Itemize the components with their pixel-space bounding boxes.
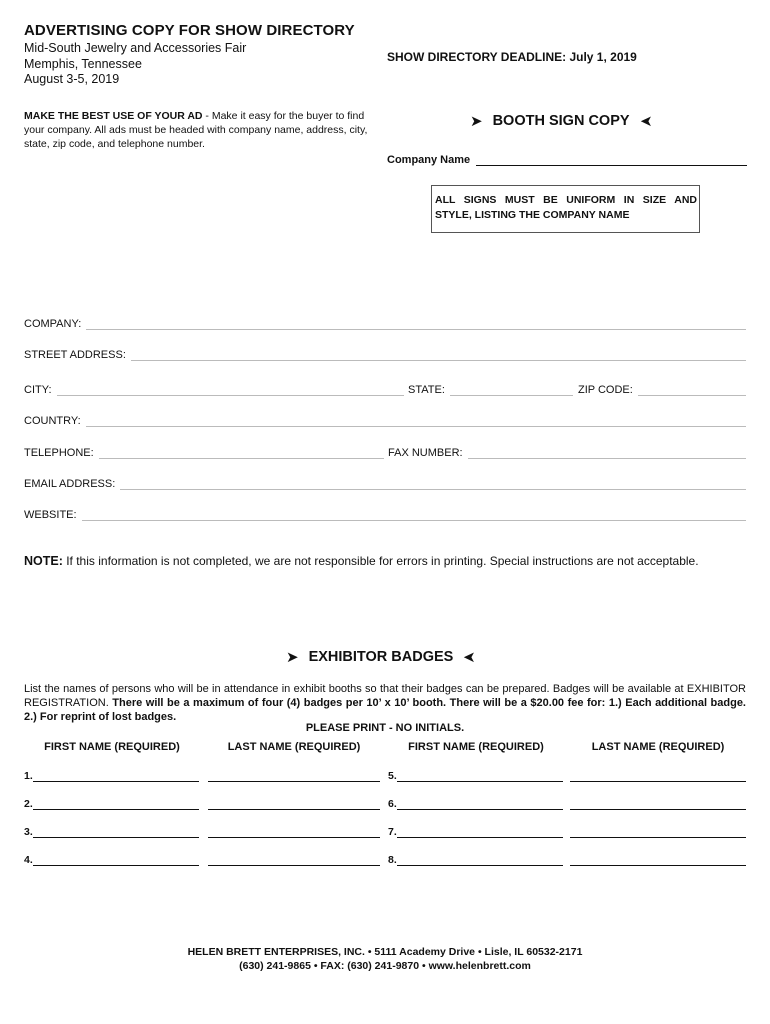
printing-note (24, 554, 699, 568)
badge-number: 7. (388, 826, 397, 838)
badge-row-1 (24, 770, 380, 782)
street-address-field[interactable] (24, 349, 746, 361)
fax-field[interactable] (388, 447, 746, 459)
badge-row-7 (388, 826, 746, 838)
telephone-line[interactable] (99, 448, 384, 459)
street-address-line[interactable] (131, 350, 746, 361)
telephone-label: TELEPHONE: (24, 447, 94, 459)
company-name-line[interactable] (476, 153, 747, 166)
intro-text: - Make it easy for the buyer to find your company. All ads must be headed with company name, address, city, state, zip code, and telephone number. (24, 110, 368, 150)
footer-contact: (630) 241-9865 • FAX: (630) 241-9870 • www.helenbrett.com (239, 960, 531, 972)
last-name-line[interactable] (570, 827, 746, 838)
last-name-line[interactable] (208, 827, 380, 838)
first-name-line[interactable] (33, 855, 199, 866)
first-name-line[interactable] (33, 827, 199, 838)
first-name-line[interactable] (397, 799, 563, 810)
company-line[interactable] (86, 319, 746, 330)
last-name-header-right: LAST NAME (REQUIRED) (591, 741, 725, 753)
directory-deadline: SHOW DIRECTORY DEADLINE: July 1, 2019 (387, 50, 637, 64)
arrow-right-icon: ➤ (470, 113, 483, 130)
badge-number: 6. (388, 798, 397, 810)
badge-row-5 (388, 770, 746, 782)
badge-row-4 (24, 854, 380, 866)
show-location: Memphis, Tennessee (24, 57, 142, 71)
country-field[interactable] (24, 415, 746, 427)
exhibitor-badges-heading-label: EXHIBITOR BADGES (308, 649, 454, 665)
first-name-line[interactable] (397, 827, 563, 838)
last-name-line[interactable] (208, 771, 380, 782)
fax-line[interactable] (468, 448, 746, 459)
company-name-label: Company Name (387, 154, 471, 166)
city-label: CITY: (24, 384, 52, 396)
last-name-line[interactable] (570, 771, 746, 782)
badge-row-2 (24, 798, 380, 810)
last-name-line[interactable] (570, 855, 746, 866)
country-line[interactable] (86, 416, 746, 427)
city-line[interactable] (57, 385, 404, 396)
email-line[interactable] (120, 479, 746, 490)
show-name: Mid-South Jewelry and Accessories Fair (24, 41, 247, 55)
arrow-right-icon: ➤ (286, 649, 299, 666)
city-field[interactable] (24, 384, 404, 396)
website-field[interactable] (24, 509, 746, 521)
zip-line[interactable] (638, 385, 746, 396)
badge-number: 1. (24, 770, 33, 782)
badge-number: 5. (388, 770, 397, 782)
badge-number: 3. (24, 826, 33, 838)
state-field[interactable] (408, 384, 573, 396)
intro-bold: MAKE THE BEST USE OF YOUR AD (24, 110, 203, 122)
zip-field[interactable] (578, 384, 746, 396)
state-line[interactable] (450, 385, 573, 396)
zip-label: ZIP CODE: (578, 384, 633, 396)
email-field[interactable] (24, 478, 746, 490)
badges-desc-bold: There will be a maximum of four (4) badges per 10’ x 10’ booth. There will be a $20.00 fee for: 1.) Each additional badge. 2.) For reprint of lost badges. (24, 697, 746, 723)
last-name-line[interactable] (208, 855, 380, 866)
note-text: If this information is not completed, we are not responsible for errors in printing. Special instructions are not acceptable. (62, 554, 699, 568)
badge-number: 2. (24, 798, 33, 810)
last-name-line[interactable] (208, 799, 380, 810)
last-name-header-left: LAST NAME (REQUIRED) (227, 741, 361, 753)
first-name-line[interactable] (33, 771, 199, 782)
badges-desc-plain: List the names of persons who will be in attendance in exhibit booths so that their badges can be prepared. Badges will be available at EXHIBITOR REGISTRATION. (24, 683, 746, 709)
note-label: NOTE: (24, 554, 63, 568)
first-name-header-right: FIRST NAME (REQUIRED) (408, 741, 544, 753)
booth-sign-heading-label: BOOTH SIGN COPY (492, 113, 630, 129)
website-label: WEBSITE: (24, 509, 77, 521)
first-name-header-left: FIRST NAME (REQUIRED) (44, 741, 180, 753)
country-label: COUNTRY: (24, 415, 81, 427)
badge-number: 8. (388, 854, 397, 866)
show-dates: August 3-5, 2019 (24, 72, 120, 86)
badge-row-3 (24, 826, 380, 838)
booth-sign-heading (470, 112, 652, 130)
website-line[interactable] (82, 510, 746, 521)
street-address-label: STREET ADDRESS: (24, 349, 126, 361)
badges-description (24, 682, 746, 724)
arrow-left-icon: ➤ (463, 649, 476, 666)
form-title: ADVERTISING COPY FOR SHOW DIRECTORY (24, 22, 355, 39)
please-print-notice: PLEASE PRINT - NO INITIALS. (305, 722, 465, 734)
badge-row-8 (388, 854, 746, 866)
city-state-zip-row (24, 384, 746, 396)
footer-address: HELEN BRETT ENTERPRISES, INC. • 5111 Academy Drive • Lisle, IL 60532-2171 (187, 946, 583, 958)
phone-fax-row (24, 447, 746, 459)
company-field[interactable] (24, 318, 746, 330)
badge-row-6 (388, 798, 746, 810)
first-name-line[interactable] (397, 855, 563, 866)
arrow-left-icon: ➤ (639, 113, 653, 130)
state-label: STATE: (408, 384, 445, 396)
company-name-field[interactable] (387, 153, 747, 166)
sign-uniform-notice: ALL SIGNS MUST BE UNIFORM IN SIZE AND STYLE, LISTING THE COMPANY NAME (431, 185, 700, 233)
first-name-line[interactable] (397, 771, 563, 782)
email-label: EMAIL ADDRESS: (24, 478, 116, 490)
fax-label: FAX NUMBER: (388, 447, 463, 459)
first-name-line[interactable] (33, 799, 199, 810)
last-name-line[interactable] (570, 799, 746, 810)
company-label: COMPANY: (24, 318, 82, 330)
intro-paragraph (24, 109, 369, 151)
exhibitor-badges-heading (286, 648, 476, 666)
telephone-field[interactable] (24, 447, 384, 459)
badge-number: 4. (24, 854, 33, 866)
